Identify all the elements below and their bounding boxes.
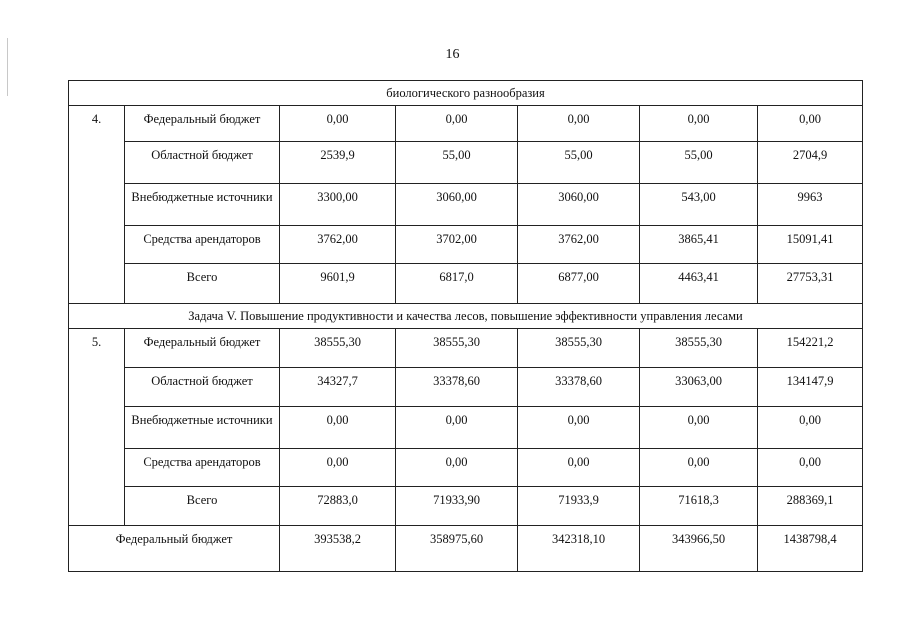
total-row-label: Федеральный бюджет <box>69 526 280 572</box>
value-cell: 288369,1 <box>758 487 863 526</box>
value-cell: 0,00 <box>280 106 396 142</box>
row-label: Средства арендаторов <box>125 449 280 487</box>
value-cell: 9963 <box>758 184 863 226</box>
value-cell: 3762,00 <box>280 226 396 264</box>
page-number: 16 <box>445 47 460 62</box>
table-row <box>69 226 863 264</box>
value-cell: 71933,9 <box>518 487 640 526</box>
value-cell: 6817,0 <box>396 264 518 304</box>
value-cell: 358975,60 <box>396 526 518 572</box>
value-cell: 38555,30 <box>280 329 396 368</box>
value-cell: 38555,30 <box>640 329 758 368</box>
value-cell: 0,00 <box>280 449 396 487</box>
value-cell: 2704,9 <box>758 142 863 184</box>
table-row <box>69 142 863 184</box>
table-row <box>69 264 863 304</box>
row-label: Областной бюджет <box>125 368 280 407</box>
value-cell: 4463,41 <box>640 264 758 304</box>
table-row <box>69 487 863 526</box>
value-cell: 6877,00 <box>518 264 640 304</box>
value-cell: 33378,60 <box>518 368 640 407</box>
value-cell: 3865,41 <box>640 226 758 264</box>
value-cell: 27753,31 <box>758 264 863 304</box>
value-cell: 38555,30 <box>518 329 640 368</box>
value-cell: 1438798,4 <box>758 526 863 572</box>
table-row <box>69 329 863 368</box>
value-cell: 0,00 <box>396 449 518 487</box>
value-cell: 0,00 <box>758 407 863 449</box>
section-title: Задача V. Повышение продуктивности и качества лесов, повышение эффективности управления лесами <box>69 304 863 329</box>
row-label: Федеральный бюджет <box>125 329 280 368</box>
value-cell: 55,00 <box>640 142 758 184</box>
value-cell: 33063,00 <box>640 368 758 407</box>
row-number: 4. <box>69 106 125 304</box>
table-row <box>69 407 863 449</box>
row-label: Областной бюджет <box>125 142 280 184</box>
value-cell: 342318,10 <box>518 526 640 572</box>
row-number: 5. <box>69 329 125 526</box>
value-cell: 0,00 <box>640 106 758 142</box>
value-cell: 0,00 <box>518 407 640 449</box>
value-cell: 0,00 <box>640 449 758 487</box>
row-label: Средства арендаторов <box>125 226 280 264</box>
section-heading-row <box>69 81 863 106</box>
row-label: Внебюджетные источники <box>125 184 280 226</box>
value-cell: 9601,9 <box>280 264 396 304</box>
value-cell: 38555,30 <box>396 329 518 368</box>
table-row <box>69 184 863 226</box>
value-cell: 2539,9 <box>280 142 396 184</box>
value-cell: 55,00 <box>396 142 518 184</box>
value-cell: 3060,00 <box>396 184 518 226</box>
value-cell: 33378,60 <box>396 368 518 407</box>
row-label: Всего <box>125 264 280 304</box>
value-cell: 71933,90 <box>396 487 518 526</box>
row-label: Федеральный бюджет <box>125 106 280 142</box>
row-label: Внебюджетные источники <box>125 407 280 449</box>
value-cell: 154221,2 <box>758 329 863 368</box>
value-cell: 0,00 <box>396 106 518 142</box>
table-row <box>69 449 863 487</box>
value-cell: 3060,00 <box>518 184 640 226</box>
section-heading-row <box>69 304 863 329</box>
value-cell: 0,00 <box>518 106 640 142</box>
section-title: биологического разнообразия <box>69 81 863 106</box>
value-cell: 0,00 <box>758 106 863 142</box>
value-cell: 0,00 <box>758 449 863 487</box>
value-cell: 0,00 <box>280 407 396 449</box>
value-cell: 34327,7 <box>280 368 396 407</box>
value-cell: 0,00 <box>396 407 518 449</box>
value-cell: 55,00 <box>518 142 640 184</box>
value-cell: 0,00 <box>518 449 640 487</box>
total-row <box>69 526 863 572</box>
value-cell: 3702,00 <box>396 226 518 264</box>
budget-table <box>68 80 863 572</box>
value-cell: 3762,00 <box>518 226 640 264</box>
value-cell: 3300,00 <box>280 184 396 226</box>
value-cell: 15091,41 <box>758 226 863 264</box>
table-row <box>69 368 863 407</box>
table-row <box>69 106 863 142</box>
value-cell: 0,00 <box>640 407 758 449</box>
value-cell: 343966,50 <box>640 526 758 572</box>
value-cell: 72883,0 <box>280 487 396 526</box>
value-cell: 543,00 <box>640 184 758 226</box>
value-cell: 71618,3 <box>640 487 758 526</box>
row-label: Всего <box>125 487 280 526</box>
value-cell: 393538,2 <box>280 526 396 572</box>
value-cell: 134147,9 <box>758 368 863 407</box>
